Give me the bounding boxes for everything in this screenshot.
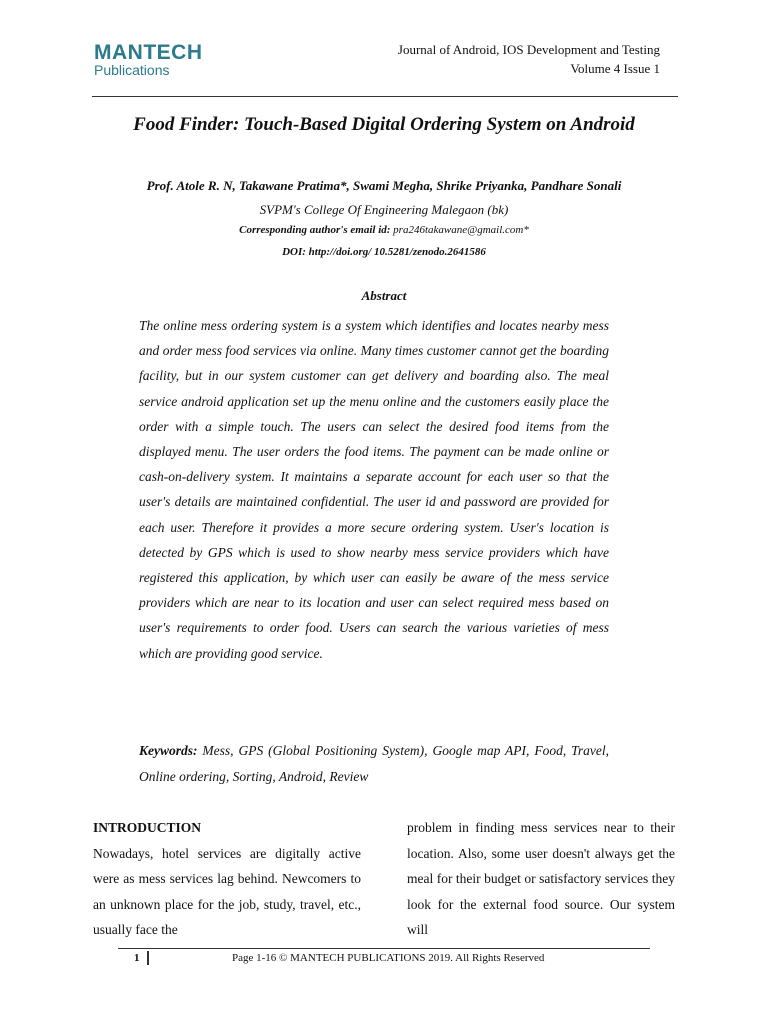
publisher-logo — [94, 41, 203, 82]
logo-wordmark: MANTECH — [94, 41, 203, 64]
header-divider — [92, 96, 678, 97]
footer-copyright: Page 1-16 © MANTECH PUBLICATIONS 2019. All Rights Reserved — [232, 952, 545, 964]
logo-subtitle: Publications — [94, 62, 170, 78]
keywords-text: Mess, GPS (Global Positioning System), Google map API, Food, Travel, Online ordering, Sorting, Android, Review — [139, 743, 609, 784]
page-number: 1 — [134, 952, 140, 964]
keywords — [139, 738, 609, 789]
journal-info — [398, 40, 660, 78]
corresponding-email: pra246takawane@gmail.com* — [393, 224, 529, 236]
introduction-heading: INTRODUCTION — [93, 820, 202, 835]
corresponding-label: Corresponding author's email id: — [239, 224, 391, 236]
keywords-label: Keywords: — [139, 743, 198, 758]
affiliation: SVPM's College Of Engineering Malegaon (bk) — [259, 202, 509, 217]
intro-column-left — [93, 815, 361, 943]
author-list: Prof. Atole R. N, Takawane Pratima*, Swami Megha, Shrike Priyanka, Pandhare Sonali — [146, 178, 622, 193]
journal-volume: Volume 4 Issue 1 — [570, 61, 660, 76]
intro-column-right — [407, 815, 675, 943]
page-number-bar — [147, 951, 149, 965]
doi-link: DOI: http://doi.org/ 10.5281/zenodo.2641586 — [282, 246, 486, 258]
footer-divider — [118, 948, 650, 949]
intro-paragraph-left: Nowadays, hotel services are digitally active were as mess services lag behind. Newcomers to an unknown place for the job, study, travel, etc., usually face the — [93, 845, 361, 937]
abstract-heading: Abstract — [361, 288, 407, 303]
paper-title: Food Finder: Touch-Based Digital Ordering System on Android — [133, 114, 635, 135]
abstract-body: The online mess ordering system is a system which identifies and locates nearby mess and order mess food services via online. Many times customer cannot get the boarding facility, but in our system customer can get delivery and boarding also. The meal service android application set up the menu online and the customers easily place the order with a simple touch. The users can select the desired food items from the displayed menu. The user orders the food items. The payment can be made online or cash-on-delivery system. It maintains a separate account for each user so that the user's details are maintained confidential. The user id and password are provided for each user. Therefore it provides a more secure ordering system. User's location is detected by GPS which is used to show nearby mess service providers which have registered this application, by which user can easily be aware of the mess service providers which are near to its location and user can select required mess based on user's requirements to order food. Users can search the various varieties of mess which are providing good service. — [139, 318, 609, 661]
corresponding-author — [0, 224, 768, 236]
intro-paragraph-right: problem in finding mess services near to their location. Also, some user doesn't always get the meal for their budget or satisfactory services they look for the external food source. Our system will — [407, 820, 675, 937]
journal-name: Journal of Android, IOS Development and Testing — [397, 42, 660, 57]
